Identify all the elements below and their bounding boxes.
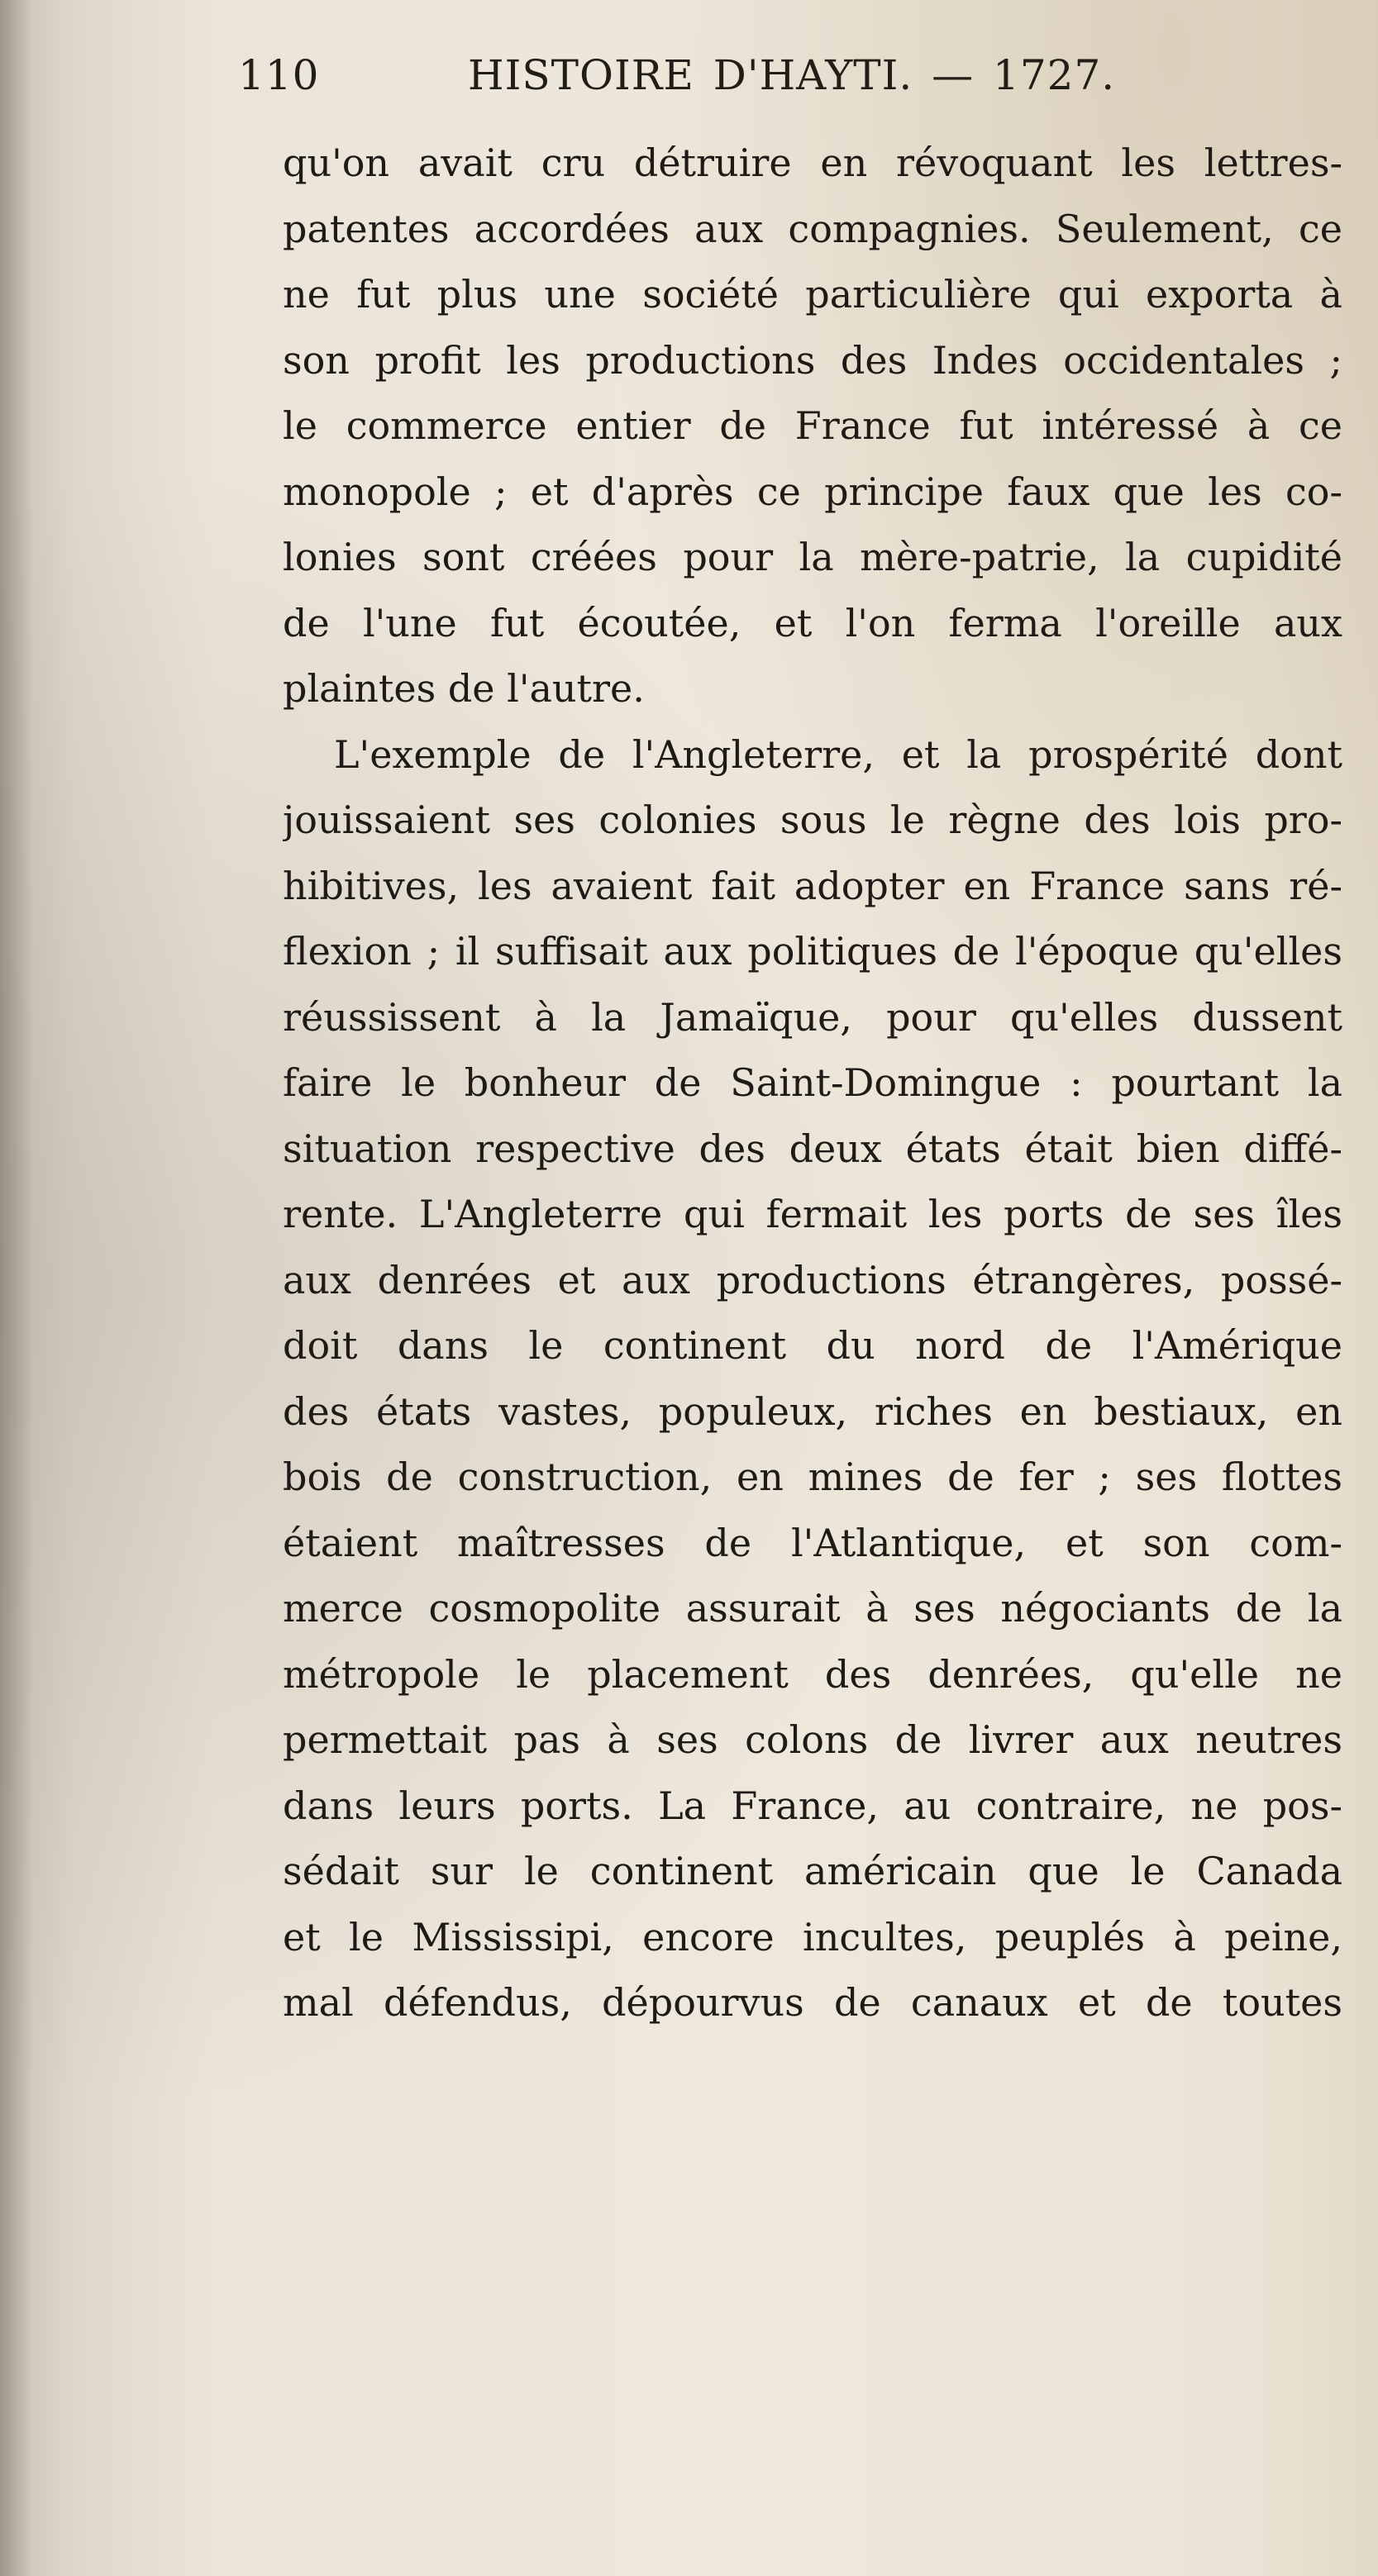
text-line: sédait sur le continent américain que le Canada	[283, 1849, 1342, 1893]
text-line: plaintes de l'autre.	[283, 666, 645, 711]
page-header	[238, 51, 1354, 109]
body-text	[283, 131, 1342, 2036]
paragraph	[283, 131, 1342, 722]
text-line: métropole le placement des denrées, qu'elle ne	[283, 1651, 1342, 1697]
paragraph	[283, 722, 1342, 2036]
text-line: merce cosmopolite assurait à ses négociants de la	[283, 1586, 1342, 1631]
text-line: des états vastes, populeux, riches en bestiaux, en	[283, 1388, 1342, 1434]
text-line: mal défendus, dépourvus de canaux et de toutes	[283, 1980, 1342, 2025]
text-line: doit dans le continent du nord de l'Amérique	[283, 1323, 1342, 1368]
text-line: lonies sont créées pour la mère-patrie, la cupidité	[283, 535, 1342, 579]
text-line: permettait pas à ses colons de livrer aux neutres	[283, 1717, 1342, 1762]
text-line: ne fut plus une société particulière qui exporta à	[283, 272, 1342, 317]
text-line: et le Mississipi, encore incultes, peuplés à peine,	[283, 1914, 1342, 1959]
text-line: bois de construction, en mines de fer ; ses flottes	[283, 1455, 1342, 1499]
text-line: étaient maîtresses de l'Atlantique, et son com-	[283, 1520, 1342, 1565]
text-line: L'exemple de l'Angleterre, et la prospérité dont	[334, 731, 1342, 777]
text-line: rente. L'Angleterre qui fermait les ports de ses îles	[283, 1192, 1342, 1236]
text-line: monopole ; et d'après ce principe faux que les co-	[283, 469, 1342, 514]
page-number: 110	[238, 51, 320, 99]
text-line: aux denrées et aux productions étrangères, possé-	[283, 1257, 1342, 1302]
text-line: faire le bonheur de Saint-Domingue : pourtant la	[283, 1060, 1342, 1105]
text-line: hibitives, les avaient fait adopter en France sans ré-	[283, 863, 1342, 908]
text-line: de l'une fut écoutée, et l'on ferma l'oreille aux	[283, 600, 1342, 645]
text-line: dans leurs ports. La France, au contraire, ne pos-	[283, 1783, 1342, 1828]
text-line: le commerce entier de France fut intéressé à ce	[283, 403, 1342, 448]
running-title: HISTOIRE D'HAYTI. — 1727.	[468, 51, 1116, 99]
text-line: situation respective des deux états était bien diffé-	[283, 1126, 1342, 1171]
text-line: patentes accordées aux compagnies. Seulement, ce	[283, 206, 1342, 251]
text-line: son profit les productions des Indes occidentales ;	[283, 337, 1342, 383]
text-line: jouissaient ses colonies sous le règne des lois pro-	[283, 798, 1342, 842]
text-line: flexion ; il suffisait aux politiques de l'époque qu'elles	[283, 929, 1342, 974]
text-line: qu'on avait cru détruire en révoquant les lettres-	[283, 140, 1342, 185]
text-line: réussissent à la Jamaïque, pour qu'elles dussent	[283, 994, 1342, 1040]
